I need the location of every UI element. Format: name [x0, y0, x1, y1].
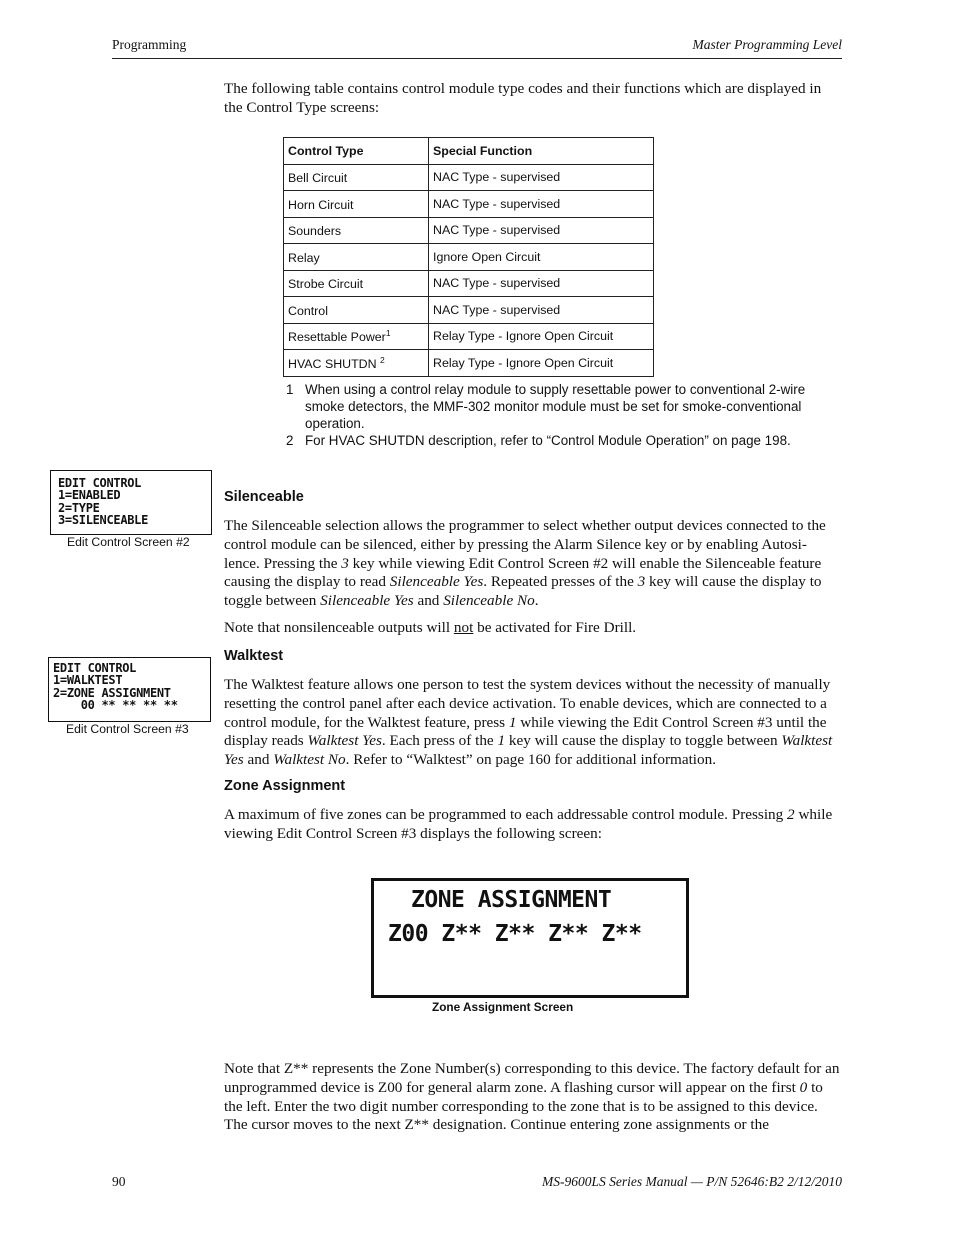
display-value: Silenceable No — [443, 592, 535, 610]
lcd-line: ZONE ASSIGNMENT — [411, 887, 612, 913]
table-row — [284, 191, 654, 218]
display-value: Walktest No — [273, 751, 346, 769]
lcd-line: EDIT CONTROL — [58, 476, 142, 490]
page-number: 90 — [112, 1174, 126, 1189]
header-section-label: Programming — [112, 37, 187, 52]
nonsilenceable-note — [224, 619, 840, 638]
control-type-cell — [284, 297, 429, 324]
text-run: The Walktest feature allows one person to test the system devices without the necessity of manually resetting the control panel after each device activation. To enable devices, which are connected to a control module, for the Walktest feature, press — [224, 676, 831, 731]
special-function-cell: Relay Type - Ignore Open Circuit — [429, 350, 654, 377]
zone-assignment-text — [224, 806, 840, 844]
key-name: 3 — [637, 573, 646, 591]
control-type-name: Bell Circuit — [288, 171, 348, 186]
text-run: Note that Z** represents the Zone Number(s) corresponding to this device. The factory default for an unprogrammed device is Z00 for general alarm zone. A flashing cursor will appear on the first — [224, 1060, 840, 1096]
intro-text: The following table contains control module type codes and their functions which are displayed in the Control Type screens: — [224, 80, 822, 116]
column-header-special-function: Special Function — [429, 138, 654, 165]
text-run: The Silenceable selection allows the programmer to select whether output devices connected to the control module can be silenced, either by pressing the Alarm Silence key or by enabling Autosi-lence. Pressing the — [224, 517, 826, 572]
footnote — [286, 381, 816, 432]
text-run: . Refer to “Walktest” on page 160 for additional information. — [345, 751, 716, 769]
special-function-cell: Ignore Open Circuit — [429, 244, 654, 271]
manual-reference: MS-9600LS Series Manual — P/N 52646:B2 2/12/2010 — [542, 1174, 842, 1189]
display-value: Silenceable Yes — [389, 573, 484, 591]
text-run: A maximum of five zones can be programmed to each addressable control module. Pressing — [224, 806, 788, 823]
header-rule — [112, 58, 842, 59]
footnote-ref: 1 — [385, 328, 391, 339]
table-row — [284, 270, 654, 297]
lcd-line: 2=TYPE — [58, 500, 100, 515]
special-function-cell: NAC Type - supervised — [429, 164, 654, 191]
lcd-line: 1=WALKTEST — [53, 673, 123, 688]
table-row — [284, 217, 654, 244]
text-run: key will cause the display to toggle between — [505, 732, 782, 750]
special-function-cell: Relay Type - Ignore Open Circuit — [429, 323, 654, 350]
text-run: and — [243, 751, 274, 769]
control-type-cell — [284, 217, 429, 244]
edit-control-screen-2-caption: Edit Control Screen #2 — [67, 535, 190, 549]
control-type-cell — [284, 270, 429, 297]
text-run: key will cause the display to toggle between — [224, 573, 822, 610]
control-type-cell — [284, 244, 429, 271]
table-footnotes — [286, 381, 816, 449]
zone-assignment-paragraph — [224, 806, 840, 844]
control-type-table — [283, 137, 654, 377]
table-row — [284, 297, 654, 324]
special-function-cell: NAC Type - supervised — [429, 270, 654, 297]
text-run: . — [534, 592, 539, 610]
silenceable-heading: Silenceable — [224, 489, 304, 505]
key-name: 1 — [508, 713, 517, 731]
control-type-name: Horn Circuit — [288, 197, 354, 212]
text-run: while viewing Edit Control Screen #3 displays the following screen: — [224, 806, 833, 842]
table-row — [284, 350, 654, 377]
special-function-cell: NAC Type - supervised — [429, 297, 654, 324]
header-chapter-title: Master Programming Level — [692, 37, 842, 52]
display-value: Walktest Yes — [307, 732, 382, 750]
edit-control-screen-3-display — [48, 657, 211, 722]
display-value: Silenceable Yes — [320, 592, 414, 610]
walktest-text — [224, 676, 840, 770]
table-row — [284, 164, 654, 191]
column-header-control-type: Control Type — [284, 138, 429, 165]
footnote-text: When using a control relay module to supply resettable power to conventional 2-wire smoke detectors, the MMF-302 monitor module must be set for smoke-conventional operation. — [305, 382, 806, 431]
lcd-line: 1=ENABLED — [58, 488, 121, 503]
display-value: Walktest Yes — [224, 732, 833, 769]
text-run: . Each press of the — [381, 732, 498, 750]
table-header-row — [284, 138, 654, 165]
zone-assignment-heading: Zone Assignment — [224, 778, 346, 794]
footnote-ref: 2 — [380, 354, 385, 365]
key-name: 3 — [341, 554, 349, 572]
text-run: and — [413, 592, 444, 610]
special-function-cell: NAC Type - supervised — [429, 217, 654, 244]
zone-assignment-screen-caption: Zone Assignment Screen — [432, 1000, 574, 1014]
control-type-name: Relay — [288, 250, 320, 265]
key-name: 1 — [497, 732, 506, 750]
footnote — [286, 432, 816, 449]
table-row — [284, 244, 654, 271]
lcd-line: Z00 Z** Z** Z** Z** — [388, 921, 642, 947]
edit-control-screen-2-display — [50, 470, 212, 535]
control-type-cell — [284, 323, 429, 350]
zone-assignment-screen-display — [371, 878, 689, 998]
emphasis-not: not — [453, 619, 474, 636]
text-run: Note that nonsilenceable outputs will — [224, 619, 454, 636]
walktest-heading: Walktest — [224, 648, 284, 664]
table-row — [284, 323, 654, 350]
footnote-text: For HVAC SHUTDN description, refer to “Control Module Operation” on page 198. — [305, 433, 791, 448]
footnote-number: 1 — [286, 382, 294, 397]
control-type-name: Sounders — [288, 224, 342, 239]
control-type-name: HVAC SHUTDN — [288, 356, 381, 371]
control-type-name: Control — [288, 303, 328, 318]
lcd-line: 2=ZONE ASSIGNMENT — [53, 685, 171, 700]
text-run: to the left. Enter the two digit number corresponding to the zone that is to be assigned to this device. The cursor moves to the next Z** designation. Continue entering zone assignments or the — [224, 1078, 823, 1134]
cursor-digit: 0 — [799, 1078, 808, 1096]
lcd-line: 00 ** ** ** ** — [53, 698, 178, 713]
control-type-name: Resettable Power — [288, 330, 386, 345]
silenceable-text — [224, 517, 840, 611]
edit-control-screen-3-caption: Edit Control Screen #3 — [66, 722, 189, 736]
text-run: while viewing the Edit Control Screen #3 until the display reads — [224, 713, 827, 750]
text-run: be activated for Fire Drill. — [473, 619, 637, 636]
text-run: key while viewing Edit Control Screen #2 will enable the Silenceable feature causing the display to read — [224, 554, 822, 591]
intro-paragraph — [224, 80, 840, 118]
control-type-cell — [284, 164, 429, 191]
walktest-paragraph — [224, 676, 840, 770]
control-type-name: Strobe Circuit — [288, 277, 364, 292]
special-function-cell: NAC Type - supervised — [429, 191, 654, 218]
key-name: 2 — [787, 806, 795, 823]
zone-note-text — [224, 1060, 840, 1135]
nonsilenceable-text — [224, 619, 840, 638]
lcd-line: 3=SILENCEABLE — [58, 513, 149, 528]
footnote-number: 2 — [286, 433, 294, 448]
zone-note-paragraph — [224, 1060, 840, 1135]
control-type-cell — [284, 191, 429, 218]
lcd-line: EDIT CONTROL — [53, 661, 137, 675]
silenceable-paragraph — [224, 517, 840, 611]
text-run: . Repeated presses of the — [483, 573, 638, 591]
control-type-cell — [284, 350, 429, 377]
